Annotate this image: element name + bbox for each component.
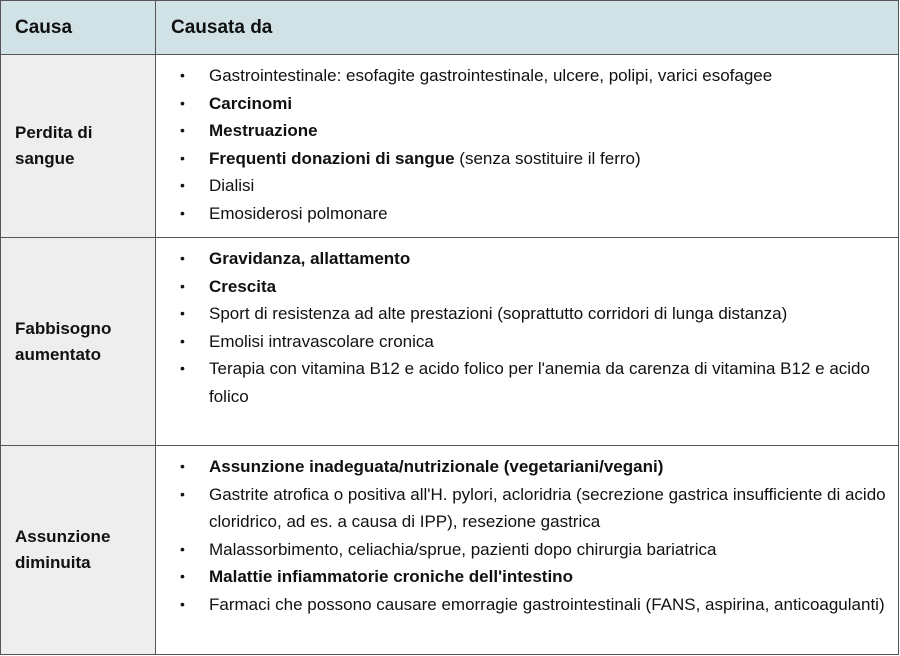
header-caused-by: Causata da	[156, 1, 898, 55]
item-bold-text: Frequenti donazioni di sangue	[209, 148, 455, 168]
item-text: Sport di resistenza ad alte prestazioni (soprattutto corridori di lunga distanza)	[209, 304, 788, 323]
item-text: Dialisi	[209, 176, 255, 195]
row-label-line: diminuita	[15, 553, 91, 572]
item-text: Farmaci che possono causare emorragie gastrointestinali (FANS, aspirina, anticoagulanti)	[209, 594, 885, 614]
list-item	[156, 273, 890, 301]
row-label-line: Assunzione	[15, 527, 111, 546]
row-label-decreased-intake	[1, 446, 156, 654]
list-item	[156, 536, 890, 564]
list-item	[156, 563, 890, 591]
row-label-line: Perdita di	[15, 123, 93, 142]
list-item	[156, 481, 890, 536]
item-bold-text: Malattie infiammatorie croniche dell'intestino	[209, 567, 573, 586]
bullet-icon: •	[180, 277, 185, 294]
bullet-icon: •	[180, 540, 185, 557]
bullet-icon: •	[180, 204, 185, 221]
cause-list	[156, 453, 890, 618]
bullet-icon: •	[180, 458, 185, 474]
bullet-icon: •	[180, 149, 185, 166]
list-item	[156, 300, 890, 328]
list-item	[156, 62, 890, 90]
list-item	[156, 172, 890, 200]
bullet-icon: •	[180, 595, 185, 612]
list-item	[156, 328, 890, 356]
list-item	[156, 145, 890, 173]
row-content-increased-need	[156, 238, 898, 446]
row-label-blood-loss	[1, 55, 156, 238]
bullet-icon: •	[180, 94, 185, 111]
item-bold-text: Mestruazione	[209, 121, 318, 140]
bullet-icon: •	[180, 305, 185, 321]
item-text: Emosiderosi polmonare	[209, 203, 388, 223]
row-label-line: sangue	[15, 149, 75, 168]
list-item	[156, 355, 890, 410]
cause-list	[156, 62, 890, 227]
bullet-icon: •	[180, 360, 185, 376]
item-text: (senza sostituire il ferro)	[454, 148, 641, 168]
row-label-increased-need	[1, 238, 156, 446]
bullet-icon: •	[180, 177, 185, 193]
item-text: Emolisi intravascolare cronica	[209, 331, 434, 351]
item-text: Gastrointestinale: esofagite gastrointestinale, ulcere, polipi, varici esofagee	[209, 66, 773, 85]
bullet-icon: •	[180, 568, 185, 584]
item-text: Terapia con vitamina B12 e acido folico per l'anemia da carenza di vitamina B12 e acido folico	[209, 359, 870, 406]
list-item	[156, 200, 890, 228]
item-bold-text: Carcinomi	[209, 93, 293, 113]
bullet-icon: •	[180, 485, 185, 502]
list-item	[156, 117, 890, 145]
item-text: Malassorbimento, celiachia/sprue, pazienti dopo chirurgia bariatrica	[209, 539, 717, 559]
item-bold-text: Gravidanza, allattamento	[209, 249, 411, 268]
cause-list	[156, 245, 890, 410]
row-content-decreased-intake	[156, 446, 898, 654]
bullet-icon: •	[180, 67, 185, 83]
list-item	[156, 591, 890, 619]
item-bold-text: Assunzione inadeguata/nutrizionale (vegetariani/vegani)	[209, 457, 664, 476]
item-text: Gastrite atrofica o positiva all'H. pylori, acloridria (secrezione gastrica insufficiente di acido cloridrico, ad es. a causa di IPP), resezione gastrica	[209, 484, 886, 531]
header-cause: Causa	[1, 1, 156, 55]
item-bold-text: Crescita	[209, 276, 277, 296]
list-item	[156, 453, 890, 481]
list-item	[156, 90, 890, 118]
row-content-blood-loss	[156, 55, 898, 238]
row-label-line: Fabbisogno	[15, 318, 112, 338]
bullet-icon: •	[180, 250, 185, 266]
list-item	[156, 245, 890, 273]
bullet-icon: •	[180, 122, 185, 138]
row-label-line: aumentato	[15, 344, 101, 364]
bullet-icon: •	[180, 332, 185, 349]
